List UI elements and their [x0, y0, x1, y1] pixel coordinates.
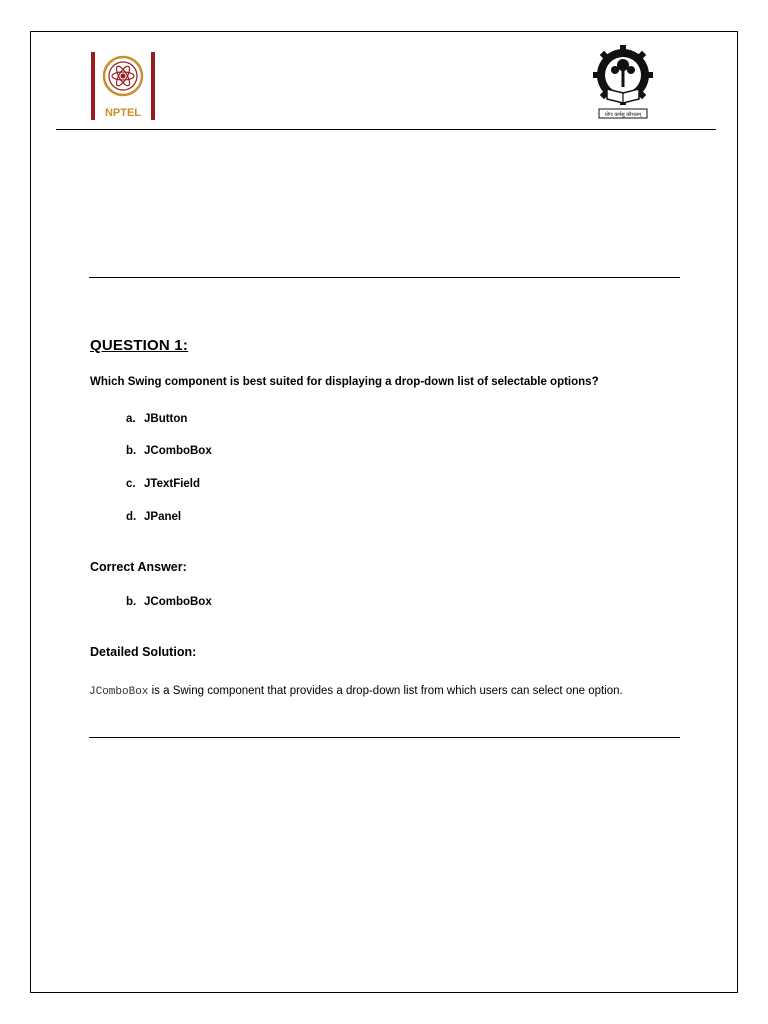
- correct-answer: [126, 596, 212, 608]
- solution-body: is a Swing component that provides a drop-down list from which users can select one option.: [148, 685, 623, 697]
- content-divider-top: [89, 277, 680, 278]
- correct-answer-heading: Correct Answer:: [90, 560, 187, 574]
- option-c: [126, 478, 200, 490]
- answer-label: JComboBox: [144, 596, 212, 608]
- option-label: JComboBox: [144, 445, 212, 457]
- option-label: JButton: [144, 413, 188, 425]
- content-divider-bottom: [89, 737, 680, 738]
- option-label: JPanel: [144, 511, 182, 523]
- option-d: [126, 511, 181, 523]
- header-divider: [56, 129, 716, 130]
- question-text: Which Swing component is best suited for displaying a drop-down list of selectable options?: [90, 376, 599, 388]
- option-letter: b.: [126, 445, 137, 457]
- solution-code-term: JComboBox: [89, 686, 149, 698]
- option-a: [126, 413, 187, 425]
- option-letter: c.: [126, 478, 136, 490]
- option-label: JTextField: [144, 478, 201, 490]
- iit-kharagpur-logo: [593, 43, 653, 121]
- question-title: QUESTION 1:: [90, 337, 189, 354]
- option-b: [126, 445, 212, 457]
- nptel-logo: [89, 50, 157, 122]
- answer-letter: b.: [126, 596, 137, 608]
- nptel-logo-text: NPTEL: [104, 107, 142, 119]
- iit-logo-caption: योगः कर्मसु कौशलम्: [604, 112, 642, 118]
- detailed-solution-heading: Detailed Solution:: [90, 645, 197, 659]
- option-letter: a.: [126, 413, 136, 425]
- option-letter: d.: [126, 511, 137, 523]
- solution-text: [89, 682, 659, 702]
